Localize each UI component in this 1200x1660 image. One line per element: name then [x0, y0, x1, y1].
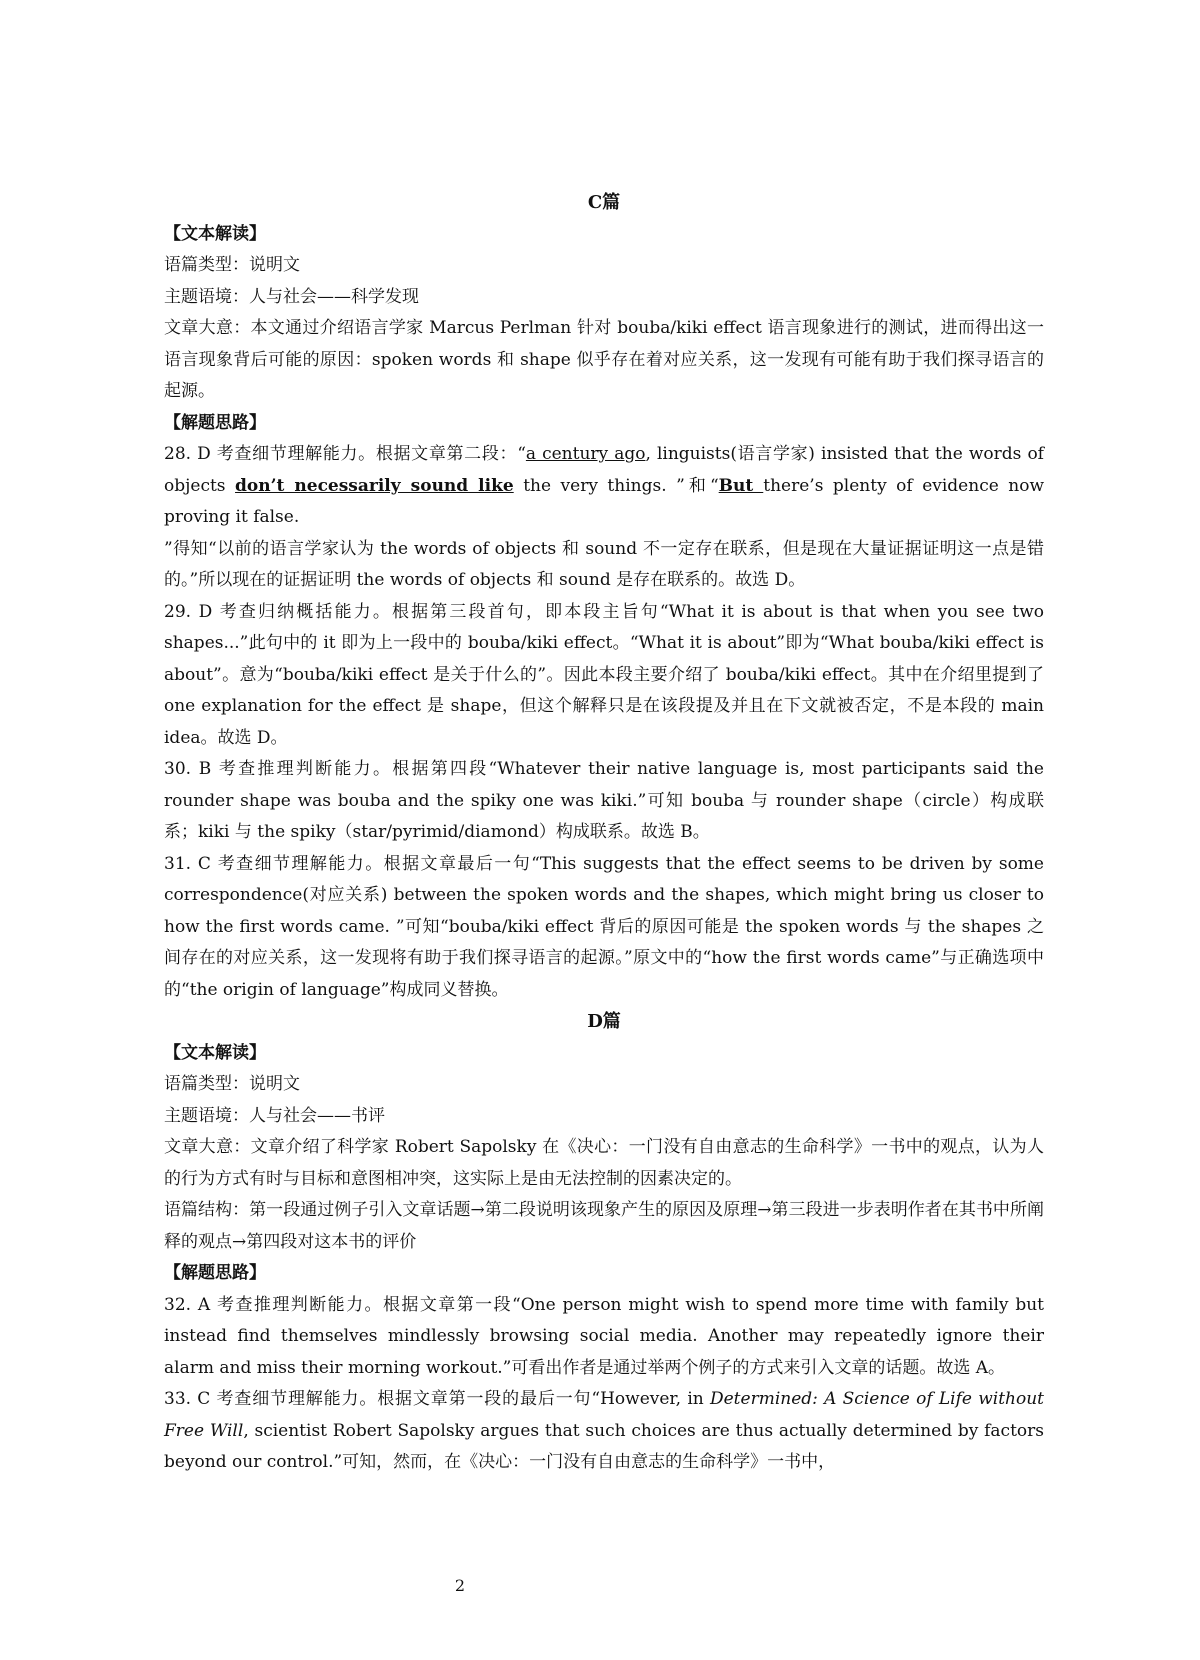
question-32-explanation: 32. A 考查推理判断能力。根据文章第一段“One person might wish to spend more time with family but instead find themselves mindlessly browsing social media. Another may repeatedly ignore their alarm and miss their morning workout.”可看出作者是通过举两个例子的方式来引入文章的话题。故选 A。	[164, 1294, 1044, 1378]
question-28-explanation	[164, 439, 1044, 534]
q28-text-a: 28. D 考查细节理解能力。根据文章第二段：“	[164, 444, 526, 464]
q28-text-d: there’s plenty of evidence now proving it false.	[164, 475, 1045, 527]
section-d-reading-label: 【文本解读】	[164, 1042, 266, 1063]
question-28-conclusion: ”得知“以前的语言学家认为 the words of objects 和 sound 不一定存在联系，但是现在大量证据证明这一点是错的。”所以现在的证据证明 the words of objects 和 sound 是存在联系的。故选 D。	[164, 538, 1044, 590]
q28-underline-century: a century ago	[525, 444, 646, 464]
section-d-theme: 主题语境：人与社会——书评	[164, 1105, 385, 1126]
section-c-solution-label: 【解题思路】	[164, 412, 266, 433]
section-c-genre: 语篇类型：说明文	[164, 255, 300, 275]
page-number: 2	[454, 1576, 466, 1595]
question-29-explanation: 29. D 考查归纳概括能力。根据第三段首句，即本段主旨句“What it is about is that when you see two shapes...”此句中的 it 即为上一段中的 bouba/kiki effect。“What it is about”即为“What bouba/kiki effect is about”。意为“bouba/kiki effect 是关于什么的”。因此本段主要介绍了 bouba/kiki effect。其中在介绍里提到了 one explanation for the effect 是 shape，但这个解释只是在该段提及并且在下文就被否定，不是本段的 main idea。故选 D。	[164, 601, 1044, 748]
section-d-genre: 语篇类型：说明文	[164, 1074, 300, 1094]
q33-text-b: , scientist Robert Sapolsky argues that such choices are thus actually determined by factors beyond our control.”可知，然而，在《决心：一门没有自由意志的生命科学》一书中，	[164, 1420, 1045, 1472]
section-d-structure: 语篇结构：第一段通过例子引入文章话题→第二段说明该现象产生的原因及原理→第三段进一步表明作者在其书中所阐释的观点→第四段对这本书的评价	[164, 1200, 1044, 1252]
question-33-explanation	[164, 1384, 1044, 1479]
section-d-title: D篇	[587, 1011, 621, 1032]
answer-explanations	[164, 187, 1044, 1479]
q28-text-c: the very things. ”和“	[513, 475, 719, 496]
q28-underline-but: But	[718, 475, 764, 496]
section-c-reading-label: 【文本解读】	[164, 223, 266, 244]
section-d-solution-label: 【解题思路】	[164, 1263, 266, 1283]
q28-underline-sound: don’t necessarily sound like	[235, 475, 514, 496]
section-c-summary: 文章大意：本文通过介绍语言学家 Marcus Perlman 针对 bouba/kiki effect 语言现象进行的测试，进而得出这一语言现象背后可能的原因：spoken words 和 shape 似乎存在着对应关系，这一发现有可能有助于我们探寻语言的起源。	[164, 318, 1044, 401]
section-d-summary: 文章大意：文章介绍了科学家 Robert Sapolsky 在《决心：一门没有自由意志的生命科学》一书中的观点，认为人的行为方式有时与目标和意图相冲突，这实际上是由无法控制的因素决定的。	[164, 1137, 1044, 1189]
question-30-explanation: 30. B 考查推理判断能力。根据第四段“Whatever their native language is, most participants said the rounder shape was bouba and the spiky one was kiki.”可知 bouba 与 rounder shape（circle）构成联系；kiki 与 the spiky（star/pyrimid/diamond）构成联系。故选 B。	[164, 759, 1044, 842]
q33-book-title: Determined: A Science of Life without Free Will	[164, 1389, 1044, 1441]
q33-text-a: 33. C 考查细节理解能力。根据文章第一段的最后一句“However, in	[164, 1389, 710, 1409]
question-31-explanation: 31. C 考查细节理解能力。根据文章最后一句“This suggests that the effect seems to be driven by some correspondence(对应关系) between the spoken words and the shapes, which might bring us closer to how the first words came. ”可知“bouba/kiki effect 背后的原因可能是 the spoken words 与 the shapes 之间存在的对应关系，这一发现将有助于我们探寻语言的起源。”原文中的“how the first words came”与正确选项中的“the origin of language”构成同义替换。	[164, 853, 1044, 1000]
section-c-title: C篇	[587, 192, 621, 213]
q28-text-b: , linguists(语言学家) insisted that the words of objects	[164, 444, 1044, 496]
section-c-theme: 主题语境：人与社会——科学发现	[164, 286, 419, 307]
